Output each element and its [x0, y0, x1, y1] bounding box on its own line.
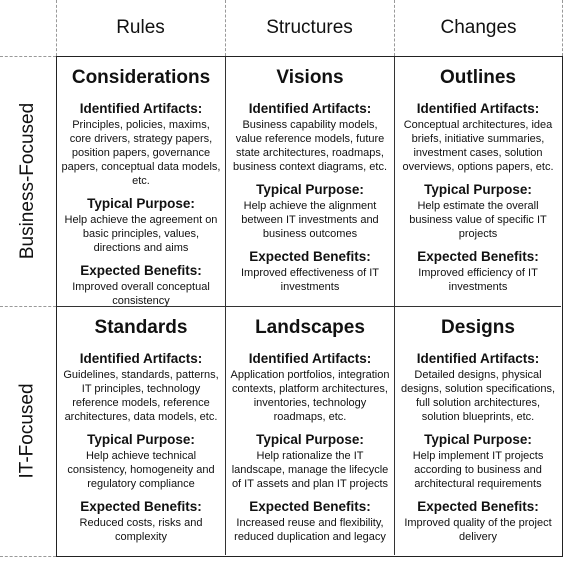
purpose-text: Help rationalize the IT landscape, manage the lifecycle of IT assets and plan IT projects — [231, 450, 389, 490]
cell-title: Designs — [441, 317, 515, 338]
benefits-heading: Expected Benefits: — [80, 499, 202, 514]
benefits-text: Improved quality of the project delivery — [404, 517, 552, 543]
row-header-label: IT-Focused — [17, 383, 39, 479]
artifacts-text: Detailed designs, physical designs, solution specifications, full solution architectures, solution blueprints, etc. — [400, 369, 556, 423]
column-divider — [394, 0, 395, 56]
column-divider — [562, 0, 563, 56]
artifacts-heading: Identified Artifacts: — [416, 351, 540, 366]
cell-landscapes — [226, 307, 395, 555]
benefits-text: Improved effectiveness of IT investments — [241, 267, 379, 293]
cell-title: Standards — [94, 317, 188, 338]
artifacts-heading: Identified Artifacts: — [79, 351, 203, 366]
benefits-heading: Expected Benefits: — [417, 499, 539, 514]
row-header-label: Business-Focused — [17, 102, 39, 260]
column-header-structures: Structures — [266, 17, 353, 38]
benefits-text: Increased reuse and flexibility, reduced duplication and legacy — [234, 517, 386, 543]
row-divider — [0, 556, 56, 557]
benefits-text: Improved overall conceptual consistency — [72, 281, 210, 307]
artifacts-text: Application portfolios, integration contexts, platform architectures, inventories, technology roadmaps, etc. — [230, 369, 390, 423]
column-header-rules: Rules — [116, 17, 165, 38]
row-header-it-focused — [0, 306, 56, 556]
benefits-heading: Expected Benefits: — [80, 263, 202, 278]
artifacts-heading: Identified Artifacts: — [248, 351, 372, 366]
artifacts-text: Guidelines, standards, patterns, IT principles, technology reference models, reference architectures, data models, etc. — [63, 369, 219, 423]
column-divider — [56, 0, 57, 56]
row-header-business-focused — [0, 56, 56, 306]
cell-title: Considerations — [71, 67, 211, 88]
purpose-text: Help achieve technical consistency, homogeneity and regulatory compliance — [67, 450, 215, 490]
artifacts-heading: Identified Artifacts: — [248, 101, 372, 116]
benefits-heading: Expected Benefits: — [249, 249, 371, 264]
purpose-text: Help implement IT projects according to business and architectural requirements — [412, 450, 544, 490]
cell-considerations — [57, 57, 226, 307]
artifacts-text: Conceptual architectures, idea briefs, initiative summaries, investment cases, solution overviews, options papers, etc. — [402, 119, 554, 173]
benefits-heading: Expected Benefits: — [249, 499, 371, 514]
purpose-heading: Typical Purpose: — [424, 432, 532, 447]
benefits-heading: Expected Benefits: — [417, 249, 539, 264]
purpose-heading: Typical Purpose: — [256, 432, 364, 447]
artifacts-heading: Identified Artifacts: — [416, 101, 540, 116]
benefits-text: Improved efficiency of IT investments — [418, 267, 538, 293]
purpose-text: Help estimate the overall business value of specific IT projects — [409, 200, 547, 240]
cell-standards — [57, 307, 226, 555]
benefits-text: Reduced costs, risks and complexity — [79, 517, 203, 543]
artifacts-heading: Identified Artifacts: — [79, 101, 203, 116]
cell-visions — [226, 57, 395, 307]
cell-title: Landscapes — [255, 317, 365, 338]
column-divider — [225, 0, 226, 56]
artifacts-text: Principles, policies, maxims, core drivers, strategy papers, position papers, governance papers, conceptual data models, etc. — [61, 119, 221, 187]
row-divider — [0, 306, 56, 307]
purpose-text: Help achieve the alignment between IT investments and business outcomes — [241, 200, 379, 240]
matrix-grid — [56, 56, 563, 557]
column-header-changes: Changes — [440, 17, 517, 38]
purpose-text: Help achieve the agreement on basic principles, values, directions and aims — [64, 214, 218, 254]
purpose-heading: Typical Purpose: — [256, 182, 364, 197]
cell-title: Outlines — [439, 67, 516, 88]
purpose-heading: Typical Purpose: — [87, 432, 195, 447]
cell-designs — [395, 307, 561, 555]
cell-outlines — [395, 57, 561, 307]
artifacts-text: Business capability models, value reference models, future state architectures, roadmaps, business context diagrams, etc. — [232, 119, 388, 173]
purpose-heading: Typical Purpose: — [424, 182, 532, 197]
cell-title: Visions — [276, 67, 344, 88]
purpose-heading: Typical Purpose: — [87, 196, 195, 211]
row-divider — [0, 56, 56, 57]
